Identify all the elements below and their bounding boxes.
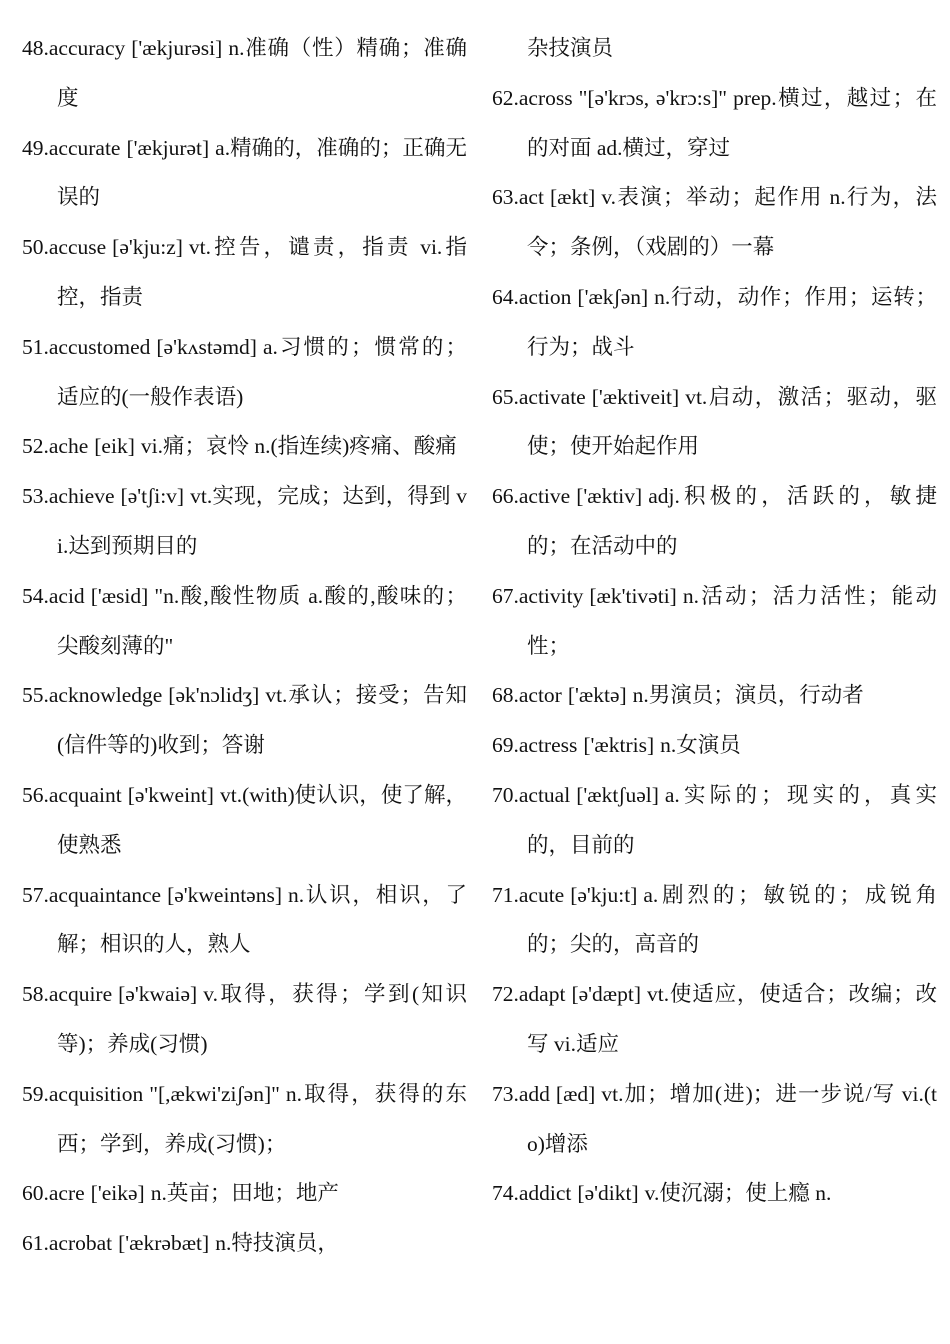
entry-66: [492, 472, 937, 572]
entry-number: 72.: [492, 982, 519, 1007]
entry-definition: vi.痛；哀怜 n.(指连续)疼痛、酸痛: [140, 434, 457, 459]
entry-60: [22, 1169, 467, 1219]
entry-pronunciation: ['ækjurəsi]: [131, 36, 223, 60]
entry-definition: vt.启动，激活；驱动，驱使；使开始起作用: [527, 384, 937, 459]
entry-pronunciation: ['æktiveit]: [591, 384, 680, 409]
entry-70: [492, 771, 937, 871]
entry-number: 74.: [492, 1181, 519, 1206]
entry-pronunciation: "[,ækwi'ziʃən]": [149, 1081, 280, 1106]
entry-pronunciation: ['æsid]: [90, 583, 149, 608]
entry-word: accuse: [48, 235, 107, 260]
entry-pronunciation: [ə'tʃi:v]: [120, 484, 185, 509]
entry-number: 63.: [492, 185, 519, 210]
entry-number: 49.: [22, 135, 49, 160]
entry-word: actor: [518, 683, 562, 708]
entry-pronunciation: ['ækjurət]: [126, 135, 210, 160]
entry-52: [22, 422, 467, 472]
entry-definition: vt.实现，完成；达到，得到 vi.达到预期目的: [57, 484, 467, 558]
entry-pronunciation: [ə'kweintəns]: [167, 882, 282, 907]
entry-73: [492, 1070, 937, 1170]
entry-number: 59.: [22, 1081, 49, 1106]
entry-definition: n.取得，获得的东西；学到，养成(习惯)；: [57, 1081, 467, 1156]
entry-definition: "n.酸,酸性物质 a.酸的,酸味的；尖酸刻薄的": [57, 583, 467, 658]
entry-number: 71.: [492, 882, 519, 907]
entry-pronunciation: [ækt]: [549, 185, 596, 210]
entry-word: adapt: [518, 982, 566, 1007]
entry-number: 58.: [22, 982, 49, 1007]
entry-48: [22, 24, 467, 124]
entry-definition: vt.使适应，使适合；改编；改写 vi.适应: [527, 982, 937, 1056]
entry-number: 54.: [22, 583, 49, 608]
entry-69: [492, 721, 937, 771]
entry-word: across: [518, 85, 573, 110]
entry-68: [492, 671, 937, 721]
entry-pronunciation: [ək'nɔlidʒ]: [168, 683, 260, 708]
entry-definition: n.活动；活力活性；能动性；: [527, 583, 937, 658]
entry-word: acid: [48, 583, 85, 608]
entry-62: [492, 74, 937, 174]
entry-number: 62.: [492, 85, 519, 110]
entry-number: 53.: [22, 484, 49, 509]
entry-number: 67.: [492, 583, 519, 608]
entry-number: 60.: [22, 1181, 49, 1206]
entry-57: [22, 871, 467, 971]
entry-54: [22, 572, 467, 672]
entry-word: accuracy: [48, 36, 126, 60]
entry-definition: n.准确（性）精确；准确度: [57, 36, 467, 110]
entry-definition: n.女演员: [660, 733, 741, 758]
entry-word: accustomed: [48, 334, 151, 359]
continued-definition: 杂技演员: [527, 36, 614, 60]
entry-word: acquisition: [48, 1081, 144, 1106]
entry-number: 61.: [22, 1231, 49, 1256]
entry-word: acrobat: [48, 1231, 113, 1256]
entry-word: acute: [518, 882, 565, 907]
entry-number: 64.: [492, 284, 519, 309]
entry-51: [22, 323, 467, 423]
entry-number: 70.: [492, 782, 519, 807]
entry-pronunciation: ['æktris]: [583, 733, 655, 758]
entry-74: [492, 1169, 937, 1219]
entry-word: achieve: [48, 484, 115, 509]
entry-word: activate: [518, 384, 586, 409]
entry-59: [22, 1070, 467, 1170]
entry-pronunciation: [ə'kju:t]: [570, 882, 638, 907]
entry-pronunciation: ['ækrəbæt]: [118, 1231, 210, 1256]
entry-definition: v.表演；举动；起作用 n.行为，法令；条例，（戏剧的）一幕: [527, 185, 937, 260]
entry-word: active: [518, 484, 571, 509]
entry-pronunciation: [eik]: [94, 434, 135, 459]
entry-definition: v.使沉溺；使上瘾 n.: [644, 1181, 832, 1206]
entry-pronunciation: [ə'dæpt]: [571, 982, 641, 1007]
entry-number: 69.: [492, 733, 519, 758]
entry-number: 50.: [22, 235, 49, 260]
entry-word: acquaint: [48, 782, 122, 807]
entry-50: [22, 223, 467, 323]
entry-pronunciation: ['æktʃuəl]: [576, 782, 659, 807]
entry-word: actual: [518, 782, 571, 807]
entry-definition: a.习惯的；惯常的；适应的(一般作表语): [57, 334, 467, 409]
entry-72: [492, 970, 937, 1070]
entry-word: accurate: [48, 135, 121, 160]
entry-61: [22, 1219, 467, 1269]
entry-pronunciation: [ə'kʌstəmd]: [156, 334, 257, 359]
entry-49: [22, 124, 467, 224]
entry-definition: vt.(with)使认识，使了解，使熟悉: [57, 782, 467, 857]
entry-pronunciation: [æd]: [555, 1081, 596, 1106]
entry-word: addict: [518, 1181, 572, 1206]
entry-pronunciation: [ə'kju:z]: [112, 235, 183, 260]
entry-53: [22, 472, 467, 572]
entry-55: [22, 671, 467, 771]
entry-number: 57.: [22, 882, 49, 907]
entry-definition: adj.积极的，活跃的，敏捷的；在活动中的: [527, 484, 937, 558]
entry-58: [22, 970, 467, 1070]
entry-number: 55.: [22, 683, 49, 708]
entry-pronunciation: ['eikə]: [90, 1181, 145, 1206]
entry-word: action: [518, 284, 572, 309]
entry-word: ache: [48, 434, 89, 459]
entry-pronunciation: ['ækʃən]: [577, 284, 649, 309]
entry-word: acre: [48, 1181, 85, 1206]
entry-definition: v.取得，获得；学到(知识等)；养成(习惯): [57, 982, 467, 1056]
entry-71: [492, 871, 937, 971]
entry-pronunciation: "[ə'krɔs, ə'krɔ:s]": [578, 85, 728, 110]
right-column: [492, 24, 937, 1219]
entry-number: 73.: [492, 1081, 519, 1106]
entry-word: actress: [518, 733, 578, 758]
entry-67: [492, 572, 937, 672]
entry-definition: n.男演员；演员，行动者: [632, 683, 864, 708]
entry-pronunciation: ['æktə]: [567, 683, 627, 708]
entry-definition: a.剧烈的；敏锐的；成锐角的；尖的，高音的: [527, 882, 937, 957]
entry-number: 66.: [492, 484, 519, 509]
entry-pronunciation: [ə'kweint]: [127, 782, 214, 807]
entry-definition: vt.加；增加(进)；进一步说/写 vi.(to)增添: [527, 1081, 937, 1156]
entry-definition: a.精确的，准确的；正确无误的: [57, 135, 467, 210]
entry-63: [492, 173, 937, 273]
entry-word: add: [518, 1081, 550, 1106]
entry-64: [492, 273, 937, 373]
entry-word: act: [518, 185, 544, 210]
entry-number: 48.: [22, 36, 49, 60]
entry-65: [492, 373, 937, 473]
entry-definition: vt.控告，谴责，指责 vi.指控，指责: [57, 235, 467, 309]
entry-number: 56.: [22, 782, 49, 807]
entry-definition: n.行动，动作；作用；运转；行为；战斗: [527, 284, 937, 359]
entry-definition: n.英亩；田地；地产: [150, 1181, 339, 1206]
entry-56: [22, 771, 467, 871]
entry-pronunciation: [ə'kwaiə]: [118, 982, 198, 1007]
entry-definition: vt.承认；接受；告知(信件等的)收到；答谢: [57, 683, 467, 758]
entry-number: 68.: [492, 683, 519, 708]
entry-definition: a.实际的；现实的，真实的，目前的: [527, 782, 937, 857]
entry-number: 65.: [492, 384, 519, 409]
entry-definition: prep.横过，越过；在的对面 ad.横过，穿过: [527, 85, 937, 160]
entry-word: acquaintance: [48, 882, 162, 907]
entry-pronunciation: ['æktiv]: [576, 484, 643, 509]
entry-definition: n.特技演员，: [215, 1231, 339, 1256]
entry-number: 52.: [22, 434, 49, 459]
entry-word: acquire: [48, 982, 113, 1007]
entry-definition: n.认识，相识，了解；相识的人，熟人: [57, 882, 467, 957]
entry-pronunciation: [ə'dikt]: [577, 1181, 639, 1206]
entry-number: 51.: [22, 334, 49, 359]
entry-word: activity: [518, 583, 584, 608]
entry-pronunciation: [æk'tivəti]: [589, 583, 677, 608]
entry-word: acknowledge: [48, 683, 163, 708]
left-column: [22, 24, 467, 1269]
